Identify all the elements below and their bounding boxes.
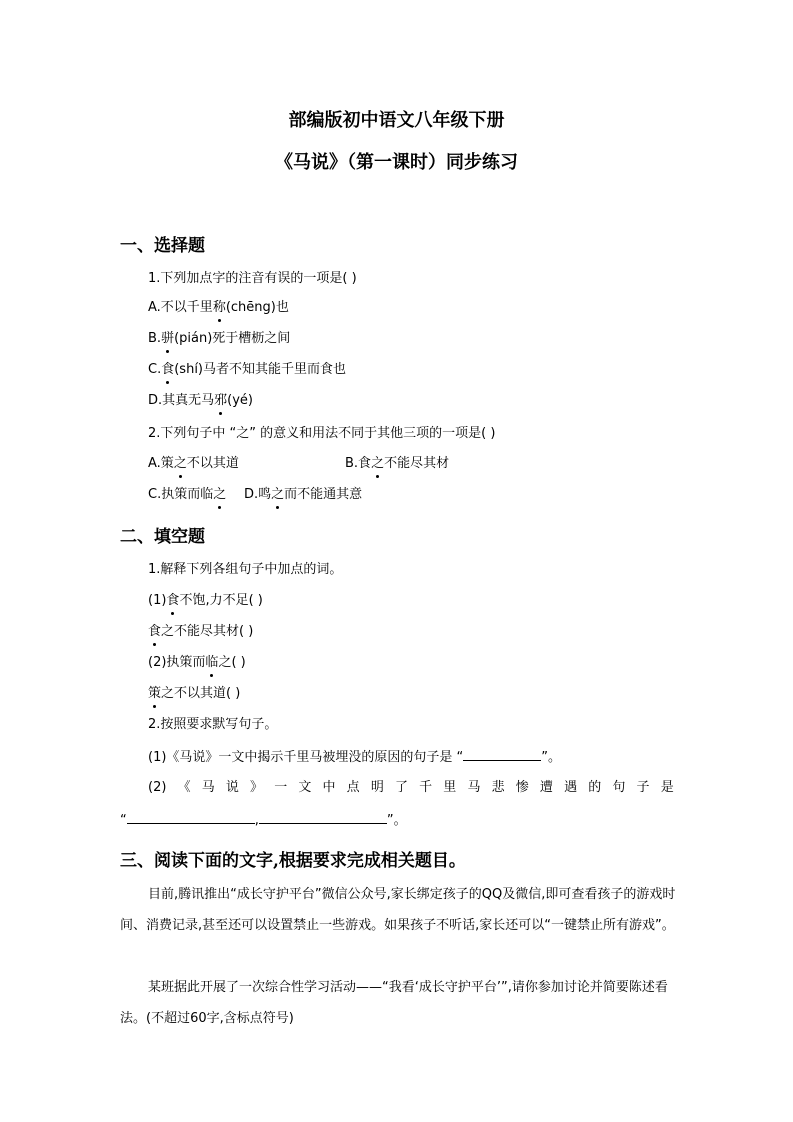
q2-2-stem: 2.按照要求默写句子。 bbox=[148, 717, 278, 732]
item-char: 是 bbox=[660, 780, 674, 795]
dotted-char: 食 bbox=[148, 624, 162, 639]
answer-blank[interactable] bbox=[127, 810, 255, 824]
item-char: 一 bbox=[274, 780, 288, 795]
reading-paragraph-1: 目前,腾讯推出“成长守护平台”微信公众号,家长绑定孩子的QQ及微信,即可查看孩子的游戏时间、消费记录,甚至还可以设置禁止一些游戏。如果孩子不听话,家长还可以“一键禁止所有游戏”。 bbox=[120, 887, 676, 933]
option-text: (yé) bbox=[227, 393, 254, 408]
item-char: 遇 bbox=[564, 780, 578, 795]
option-text: 不能尽其材 bbox=[384, 456, 450, 471]
item-char: 的 bbox=[588, 780, 602, 795]
item-char: 了 bbox=[394, 780, 408, 795]
dotted-char: 称 bbox=[212, 300, 226, 315]
dotted-char: 策 bbox=[148, 686, 162, 701]
answer-blank[interactable] bbox=[259, 810, 387, 824]
section-2-heading: 二、填空题 bbox=[120, 527, 205, 547]
q1-2-option-b bbox=[345, 455, 449, 473]
option-text: C.执策而临 bbox=[148, 487, 214, 502]
item-char: 遭 bbox=[539, 780, 553, 795]
quote-open: “ bbox=[120, 813, 127, 828]
quote-close: ”。 bbox=[386, 813, 407, 828]
option-text: B. bbox=[148, 331, 162, 346]
option-text: (pián)死于槽枥之间 bbox=[174, 331, 291, 346]
q1-1-stem: 1.下列加点字的注音有误的一项是( ) bbox=[148, 271, 357, 286]
item-char: 中 bbox=[322, 780, 336, 795]
section-1-heading: 一、选择题 bbox=[120, 236, 205, 256]
item-text: 之不以其道( ) bbox=[161, 686, 241, 701]
dotted-char: 之 bbox=[371, 456, 385, 471]
item-text: (1)《马说》一文中揭示千里马被埋没的原因的句子是 “ bbox=[148, 750, 464, 765]
option-text: B.食 bbox=[345, 456, 372, 471]
item-char: 子 bbox=[636, 780, 650, 795]
item-char: (2) bbox=[148, 780, 167, 795]
dotted-char: 之 bbox=[271, 487, 285, 502]
option-text: (chēng)也 bbox=[225, 300, 289, 315]
q2-1-item-1 bbox=[148, 592, 263, 610]
item-char: 惨 bbox=[515, 780, 529, 795]
answer-blank[interactable] bbox=[463, 747, 541, 761]
q2-1-item-3 bbox=[148, 654, 246, 672]
item-text: (1) bbox=[148, 593, 167, 608]
doc-title: 部编版初中语文八年级下册 bbox=[288, 110, 505, 131]
q2-1-stem: 1.解释下列各组句子中加点的词。 bbox=[148, 562, 343, 577]
option-text: A.策 bbox=[148, 456, 174, 471]
q1-1-option-b bbox=[148, 330, 290, 348]
option-text: 不以其道 bbox=[186, 456, 239, 471]
item-char: 千 bbox=[419, 780, 433, 795]
item-text: 不饱,力不足( ) bbox=[179, 593, 263, 608]
dotted-char: 之 bbox=[213, 487, 227, 502]
item-text: (2)执策而 bbox=[148, 655, 206, 670]
item-text: ”。 bbox=[541, 750, 562, 765]
doc-subtitle: 《马说》（第一课时）同步练习 bbox=[275, 152, 518, 173]
item-char: 里 bbox=[443, 780, 457, 795]
option-text: A.不以千里 bbox=[148, 300, 213, 315]
dotted-char: 食 bbox=[161, 362, 175, 377]
item-char: 《 bbox=[177, 780, 191, 795]
q2-1-item-2 bbox=[148, 623, 253, 641]
q1-2-option-c bbox=[148, 486, 226, 504]
item-char: 明 bbox=[370, 780, 384, 795]
dotted-char: 骈 bbox=[161, 331, 175, 346]
item-char: 悲 bbox=[491, 780, 505, 795]
item-text: 之( ) bbox=[218, 655, 246, 670]
q1-2-stem: 2.下列句子中 “之” 的意义和用法不同于其他三项的一项是( ) bbox=[148, 426, 496, 441]
item-text: 之不能尽其材( ) bbox=[161, 624, 254, 639]
option-text: C. bbox=[148, 362, 162, 377]
q2-2-item-1 bbox=[148, 747, 561, 767]
q1-1-option-c bbox=[148, 361, 346, 379]
item-char: 马 bbox=[201, 780, 215, 795]
reading-paragraph-2: 某班据此开展了一次综合性学习活动——“我看‘成长守护平台’”,请你参加讨论并简要陈述看法。(不超过60字,含标点符号) bbox=[120, 980, 668, 1026]
dotted-char: 邪 bbox=[214, 393, 228, 408]
q2-2-item-2 bbox=[148, 779, 674, 797]
dotted-char: 临 bbox=[205, 655, 219, 670]
item-char: 文 bbox=[298, 780, 312, 795]
item-char: 马 bbox=[467, 780, 481, 795]
item-char: 》 bbox=[250, 780, 264, 795]
q2-1-item-4 bbox=[148, 685, 240, 703]
q1-2-option-d bbox=[244, 486, 362, 504]
item-char: 点 bbox=[346, 780, 360, 795]
q1-1-option-a bbox=[148, 299, 289, 317]
option-text: 而不能通其意 bbox=[284, 487, 363, 502]
item-char: 说 bbox=[225, 780, 239, 795]
item-char: 句 bbox=[612, 780, 626, 795]
section-3-heading: 三、阅读下面的文字,根据要求完成相关题目。 bbox=[120, 851, 466, 871]
option-text: D.鸣 bbox=[244, 487, 272, 502]
dotted-char: 食 bbox=[166, 593, 180, 608]
q2-2-item-2-answer bbox=[120, 810, 407, 830]
dotted-char: 之 bbox=[173, 456, 187, 471]
option-text: D.其真无马 bbox=[148, 393, 215, 408]
q1-2-option-a bbox=[148, 455, 239, 473]
q1-1-option-d bbox=[148, 392, 253, 410]
option-text: (shí)马者不知其能千里而食也 bbox=[174, 362, 347, 377]
comma: , bbox=[254, 813, 259, 828]
